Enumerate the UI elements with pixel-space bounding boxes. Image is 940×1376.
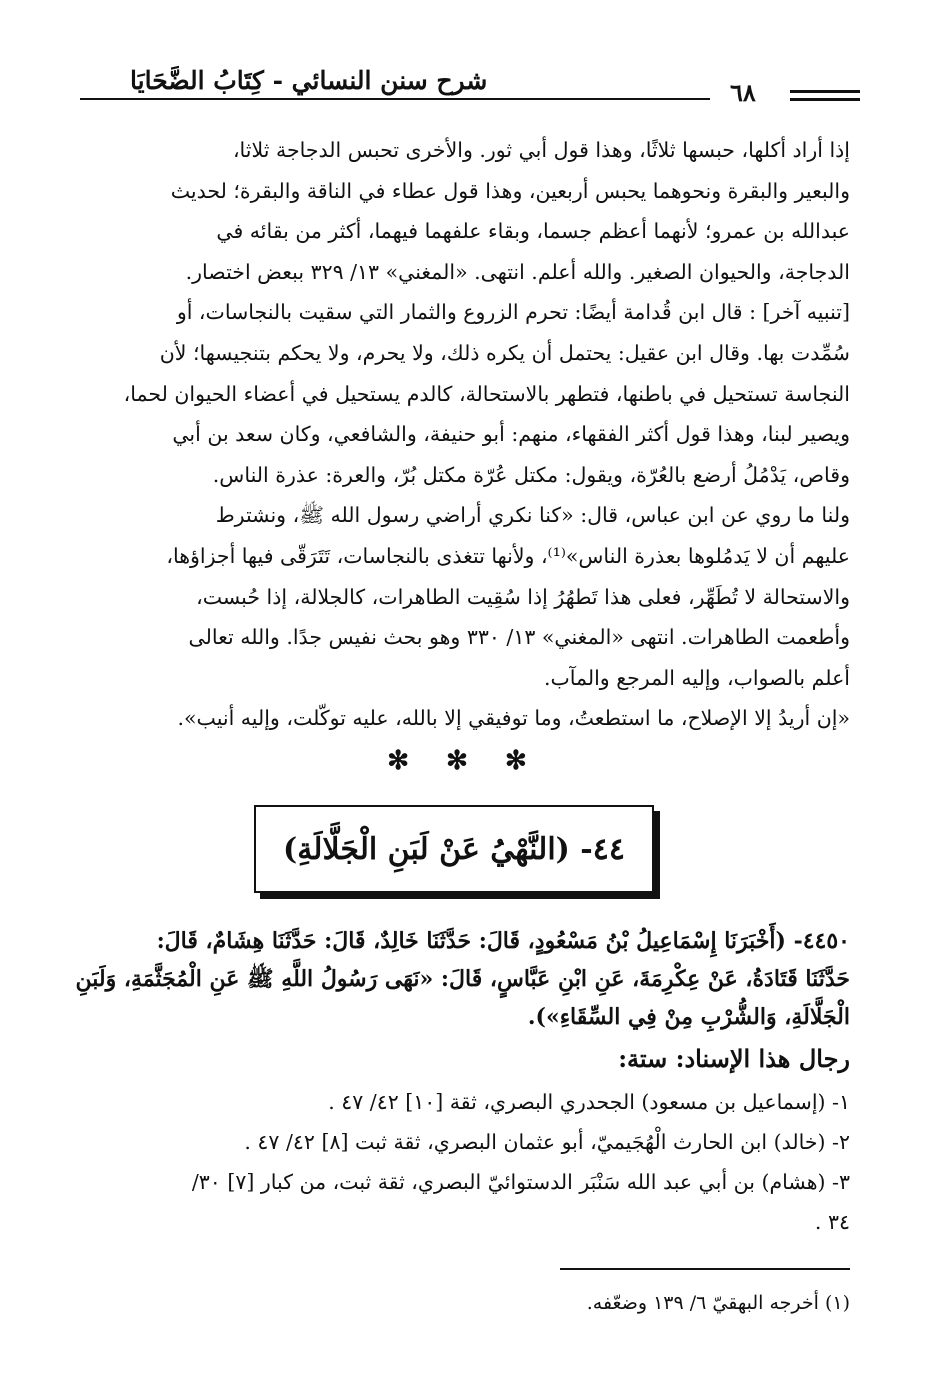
narrator-entry: ٣- (هشام) بن أبي عبد الله سَنْبَر الدستوائيّ البصري، ثقة ثبت، من كبار [٧] ٣٠/ xyxy=(191,1170,850,1194)
text-line: عليهم أن لا يَدمُلوها بعذرة الناس»⁽¹⁾، ولأنها تتغذى بالنجاسات، تَتَرَقّى فيها أجزاؤها، xyxy=(166,543,850,568)
narrator-entry: ٢- (خالد) ابن الحارث الْهُجَيميّ، أبو عثمان البصري، ثقة ثبت [٨] ٤٢/ ٤٧ . xyxy=(244,1130,850,1154)
text-line: «إن أريدُ إلا الإصلاح، ما استطعتُ، وما توفيقي إلا بالله، عليه توكّلت، وإليه أنيب». xyxy=(177,706,850,731)
header-rule-double-top xyxy=(790,90,860,93)
footnote-divider xyxy=(560,1268,850,1270)
narrators-heading: رجال هذا الإسناد: ستة: xyxy=(618,1044,850,1073)
header-rule xyxy=(80,98,710,100)
text-line: ولنا ما روي عن ابن عباس، قال: «كنا نكري أراضي رسول الله ﷺ، ونشترط xyxy=(215,503,850,528)
text-line: النجاسة تستحيل في باطنها، فتطهر بالاستحالة، كالدم يستحيل في أعضاء الحيوان لحما، xyxy=(123,381,850,406)
hadith-block xyxy=(75,922,850,1242)
chapter-heading-box xyxy=(254,805,654,893)
text-line: [تنبيه آخر] : قال ابن قُدامة أيضًا: تحرم الزروع والثمار التي سقيت بالنجاسات، أو xyxy=(176,300,850,325)
page-number: ٦٨ xyxy=(730,78,756,107)
chapter-title: ٤٤- (النَّهْيُ عَنْ لَبَنِ الْجَلَّالَةِ) xyxy=(283,831,625,867)
narrator-entry: ٣٤ . xyxy=(814,1210,850,1234)
running-title: شرح سنن النسائي - كِتَابُ الضَّحَايَا xyxy=(130,66,488,95)
hadith-line: الْجَلَّالَةِ، وَالشُّرْبِ مِنْ فِي السِّقَاءِ»). xyxy=(527,1004,850,1030)
hadith-line: ٤٤٥٠- (أَخْبَرَنَا إِسْمَاعِيلُ بْنُ مَسْعُودٍ، قَالَ: حَدَّثَنَا خَالِدٌ، قَالَ: حَدَّثَنَا هِشَامٌ، قَالَ: xyxy=(156,928,850,954)
text-line: الدجاجة، والحيوان الصغير. والله أعلم. انتهى. «المغني» ١٣/ ٣٢٩ ببعض اختصار. xyxy=(185,259,850,284)
text-line: سُمِّدت بها. وقال ابن عقيل: يحتمل أن يكره ذلك، ولا يحرم، ولا يحكم بتنجيسها؛ لأن xyxy=(159,340,850,365)
text-line: وقاص، يَدْمُلُ أرضع بالعُرّة، ويقول: مكتل عُرّة مكتل بُرّ، والعرة: عذرة الناس. xyxy=(212,462,850,487)
text-line: ويصير لبنا، وهذا قول أكثر الفقهاء، منهم: أبو حنيفة، والشافعي، وكان سعد بن أبي xyxy=(172,422,850,447)
text-line: إذا أراد أكلها، حبسها ثلاثًا، وهذا قول أبي ثور. والأخرى تحبس الدجاجة ثلاثا، xyxy=(232,138,850,162)
footnote: (١) أخرجه البهقيّ ٦/ ١٣٩ وضعّفه. xyxy=(586,1292,850,1314)
text-line: عبدالله بن عمرو؛ لأنهما أعظم جسما، وبقاء علفهما فيهما، أكثر من بقائه في xyxy=(216,219,850,244)
header-rule-double-bottom xyxy=(790,98,860,101)
text-line: وأطعمت الطاهرات. انتهى «المغني» ١٣/ ٣٣٠ وهو بحث نفيس جدًا. والله تعالى xyxy=(188,625,850,650)
text-line: أعلم بالصواب، وإليه المرجع والمآب. xyxy=(543,665,850,690)
narrator-entry: ١- (إسماعيل بن مسعود) الجحدري البصري، ثقة [١٠] ٤٢/ ٤٧ . xyxy=(328,1090,850,1114)
text-line: والاستحالة لا تُطَهِّر، فعلى هذا تَطهُرُ إذا سُقِيت الطاهرات، كالجلالة، إذا حُبست، xyxy=(196,584,850,609)
commentary-text xyxy=(78,130,850,783)
page-header xyxy=(80,60,860,110)
section-separator: ✻ ✻ ✻ xyxy=(387,745,541,776)
text-line: والبعير والبقرة ونحوهما يحبس أربعين، وهذا قول عطاء في الناقة والبقرة؛ لحديث xyxy=(170,178,850,203)
hadith-line: حَدَّثَنَا قَتَادَةُ، عَنْ عِكْرِمَةَ، عَنِ ابْنِ عَبَّاسٍ، قَالَ: «نَهَى رَسُولُ اللَّهِ ﷺ عَنِ الْمُجَثَّمَةِ، وَلَبَنِ xyxy=(75,966,850,992)
